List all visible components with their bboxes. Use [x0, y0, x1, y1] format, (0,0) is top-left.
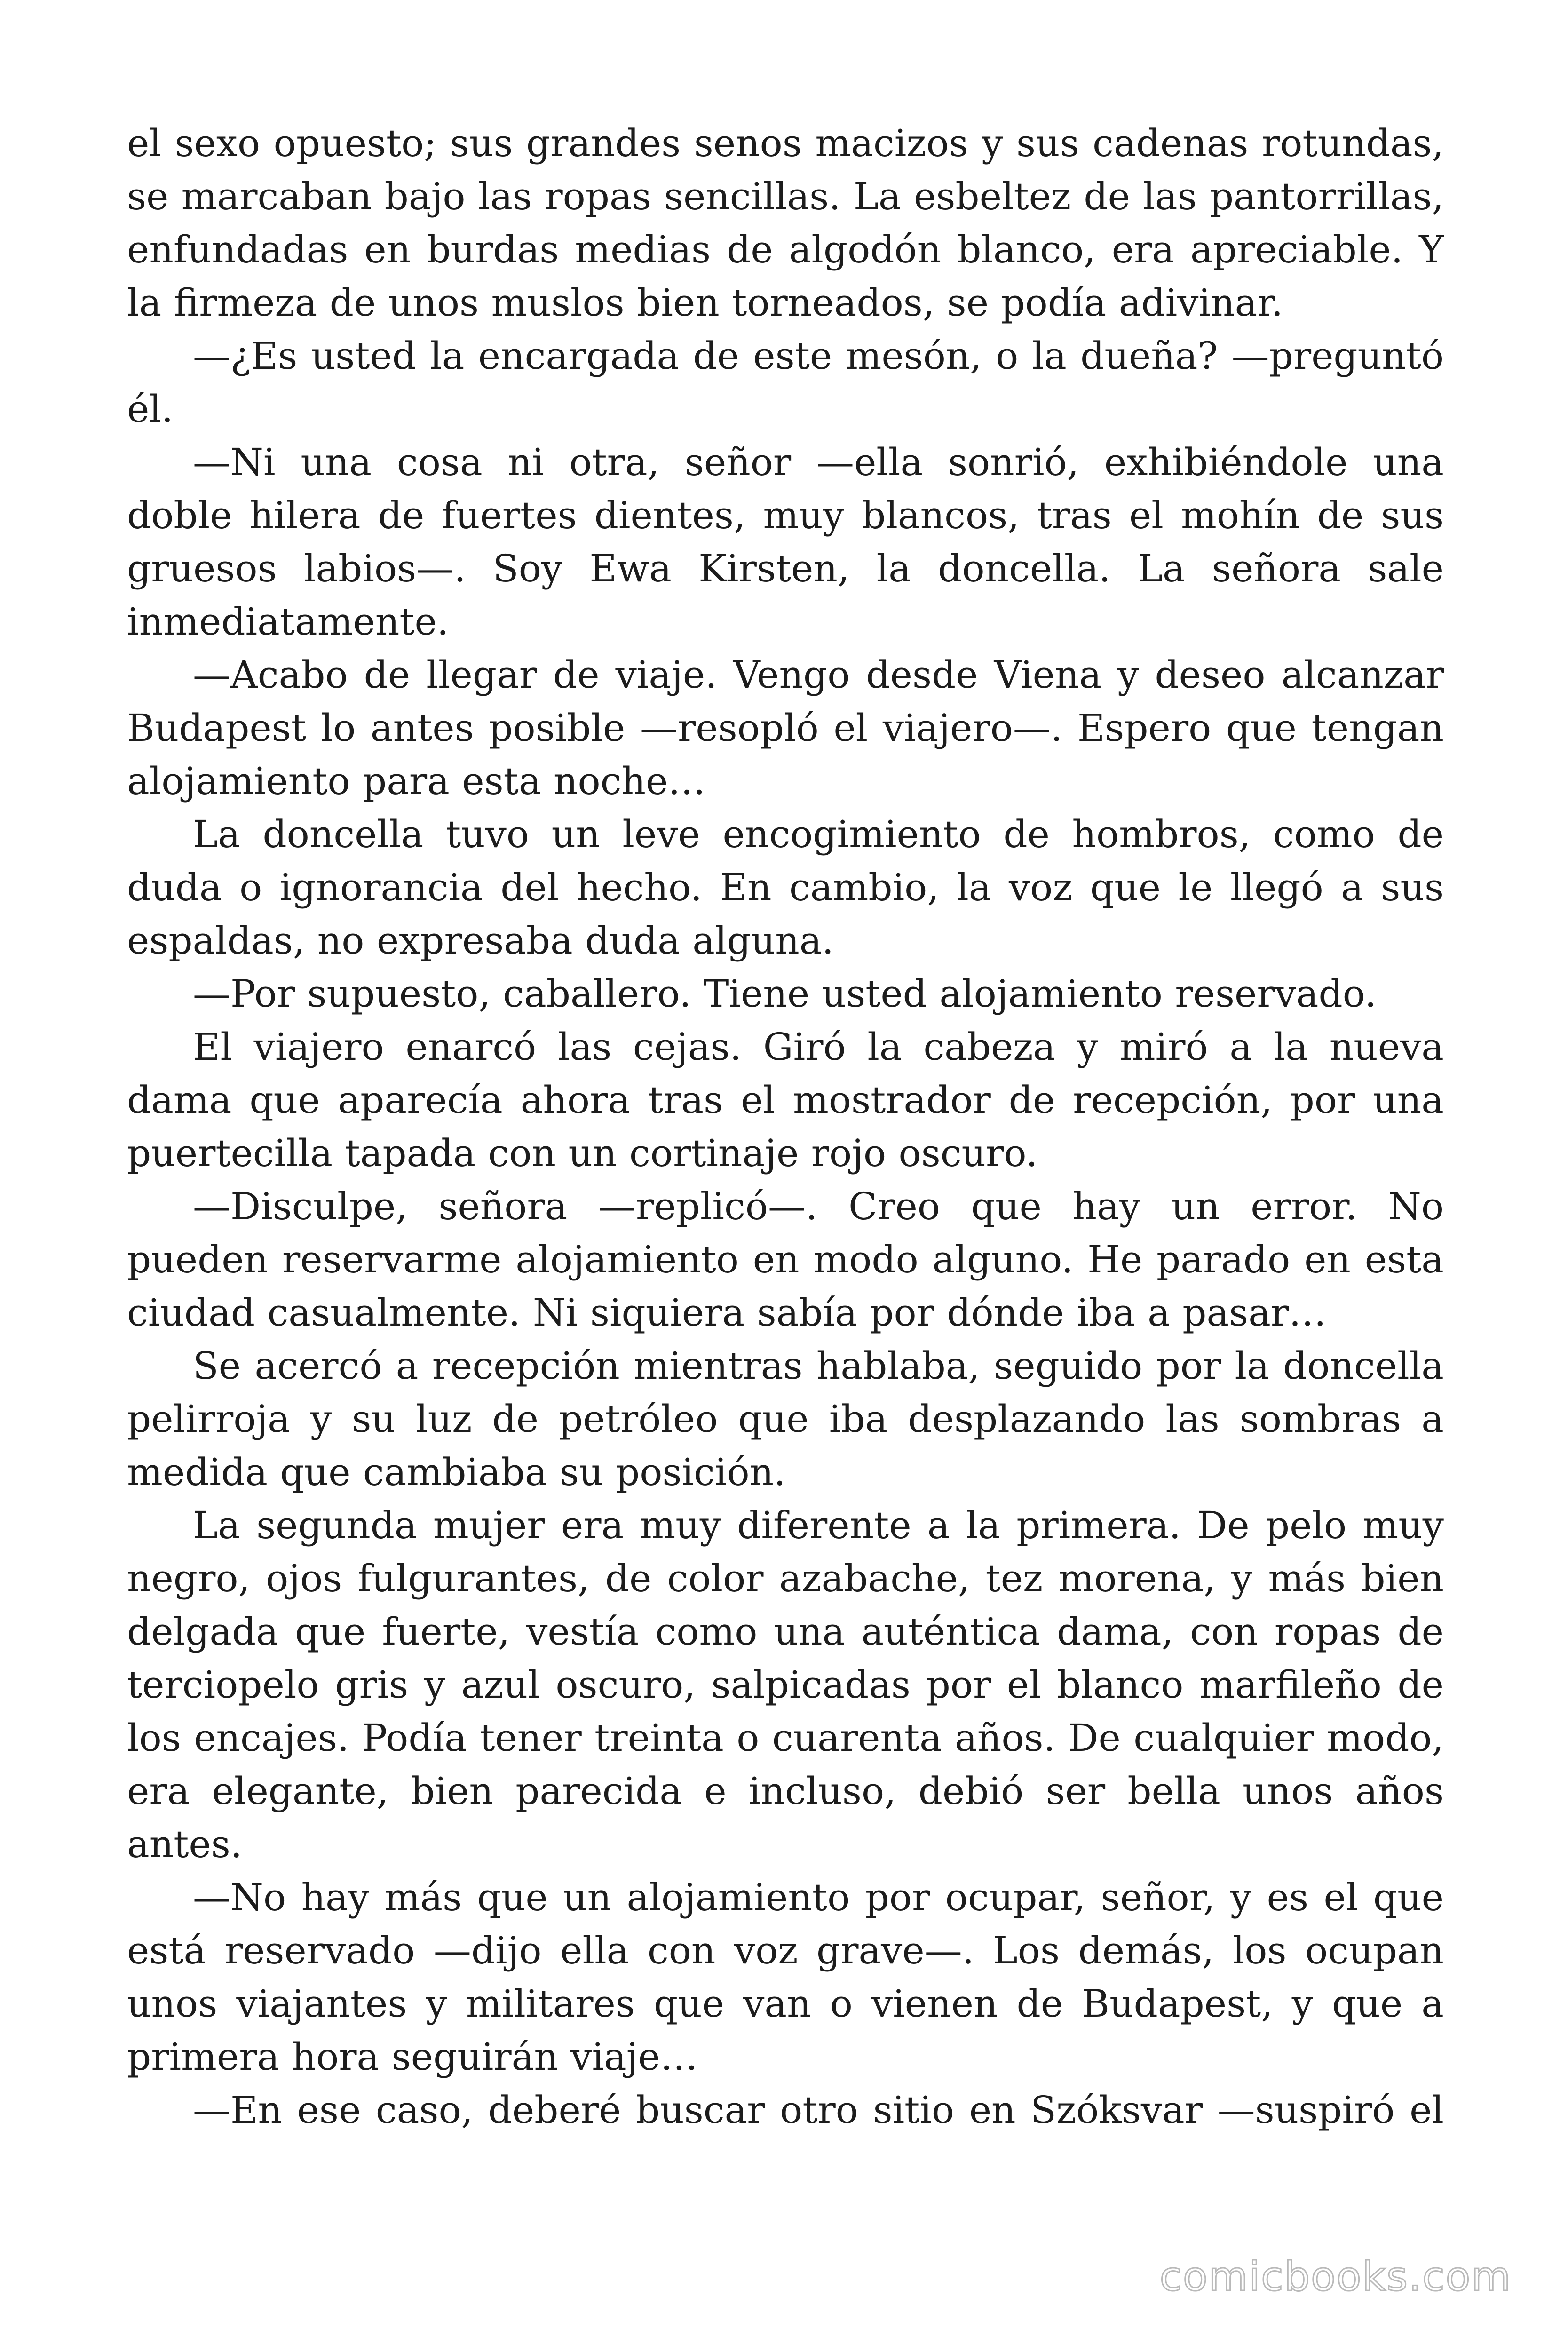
paragraph-10: La segunda mujer era muy diferente a la primera. De pelo muy negro, ojos fulgurantes, de color azabache, tez morena, y más bien delgada que fuerte, vestía como una auténtica dama, con ropas de terciopelo gris y azul oscuro, salpicadas por el blanco marfileño de los encajes. Podía tener treinta o cuarenta años. De cualquier modo, era elegante, bien parecida e incluso, debió ser bella unos años antes.	[127, 1503, 1444, 1866]
page-body	[127, 117, 1444, 2137]
paragraph-12: —En ese caso, deberé buscar otro sitio en Szóksvar —suspiró el	[193, 2088, 1444, 2132]
watermark: comicbooks.com	[1159, 2253, 1512, 2300]
paragraph-4: —Acabo de llegar de viaje. Vengo desde Viena y deseo alcanzar Budapest lo antes posible —resopló el viajero—. Espero que tengan alojamiento para esta noche…	[127, 653, 1444, 803]
paragraph-2: —¿Es usted la encargada de este mesón, o la dueña? —preguntó él.	[127, 334, 1444, 431]
paragraph-8: —Disculpe, señora —replicó—. Creo que hay un error. No pueden reservarme alojamiento en modo alguno. He parado en esta ciudad casualmente. Ni siquiera sabía por dónde iba a pasar…	[127, 1184, 1444, 1335]
paragraph-6: —Por supuesto, caballero. Tiene usted alojamiento reservado.	[193, 972, 1377, 1016]
paragraph-11: —No hay más que un alojamiento por ocupar, señor, y es el que está reservado —dijo ella con voz grave—. Los demás, los ocupan unos viajantes y militares que van o vienen de Budapest, y que a primera hora seguirán viaje…	[127, 1875, 1444, 2079]
paragraph-7: El viajero enarcó las cejas. Giró la cabeza y miró a la nueva dama que aparecía ahora tras el mostrador de recepción, por una puertecilla tapada con un cortinaje rojo oscuro.	[127, 1025, 1444, 1175]
paragraph-1: el sexo opuesto; sus grandes senos macizos y sus cadenas rotundas, se marcaban bajo las ropas sencillas. La esbeltez de las pantorrillas, enfundadas en burdas medias de algodón blanco, era apreciable. Y la firmeza de unos muslos bien torneados, se podía adivinar.	[127, 121, 1444, 325]
paragraph-5: La doncella tuvo un leve encogimiento de hombros, como de duda o ignorancia del hecho. En cambio, la voz que le llegó a sus espaldas, no expresaba duda alguna.	[127, 812, 1444, 962]
paragraph-3: —Ni una cosa ni otra, señor —ella sonrió, exhibiéndole una doble hilera de fuertes dientes, muy blancos, tras el mohín de sus gruesos labios—. Soy Ewa Kirsten, la doncella. La señora sale inmediatamente.	[127, 440, 1444, 644]
paragraph-9: Se acercó a recepción mientras hablaba, seguido por la doncella pelirroja y su luz de petróleo que iba desplazando las sombras a medida que cambiaba su posición.	[127, 1344, 1444, 1494]
